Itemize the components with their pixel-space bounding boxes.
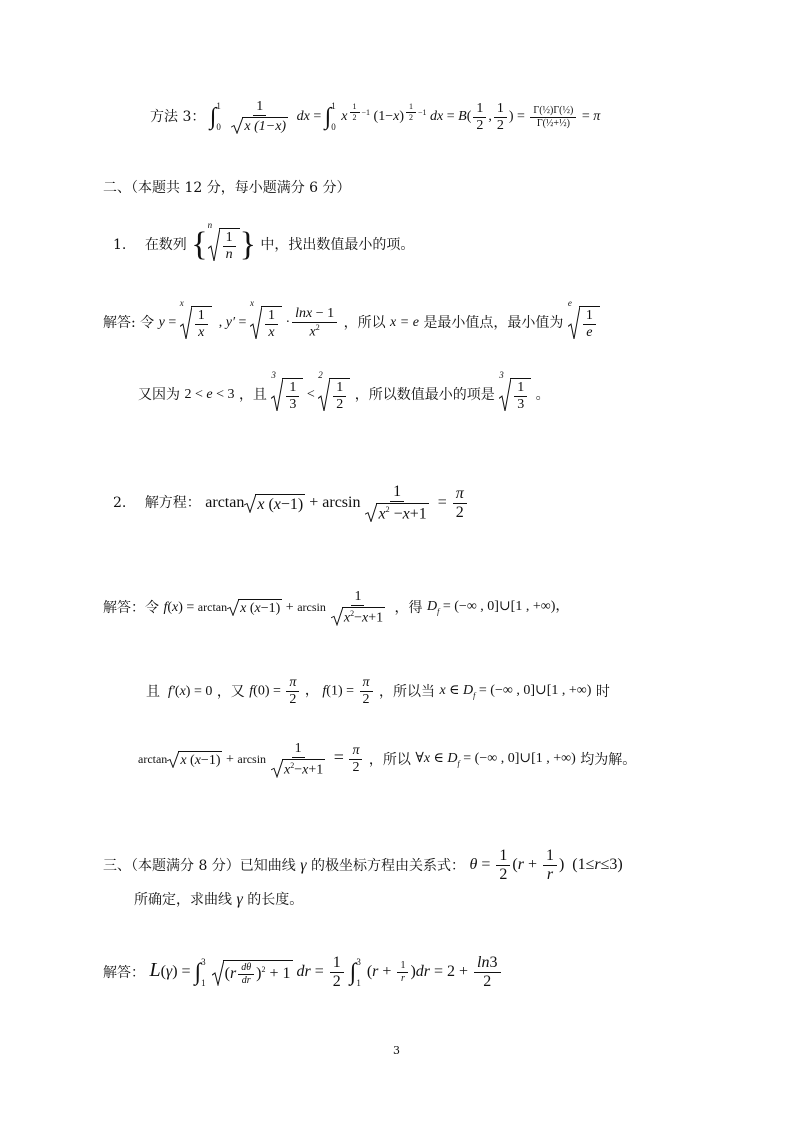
q2-f-def: f(x) = arctan x (x−1) + arcsin $\frac{1}{x^2-x+1}$	[163, 589, 384, 626]
q1-answer2-end: 。	[535, 387, 550, 403]
section3-heading-mid: 的极坐标方程由关系式：	[311, 857, 466, 874]
q2-line2-so: ，所以当	[379, 683, 435, 700]
q1-answer-line2	[138, 370, 550, 412]
section3-line2-a: 所确定，求曲线	[134, 892, 232, 908]
q2-answer-line2	[146, 676, 610, 707]
q1-x-eq-e: x = e	[390, 315, 419, 330]
q2-line3-so: ，所以	[368, 751, 411, 768]
section2-heading: 二、（本题共 12 分，每小题满分 6 分）	[103, 180, 351, 196]
q2-domain2: x ∈ $D_f$ = (−∞ , 0]∪[1 , +∞)	[439, 682, 592, 700]
page-number: 3	[393, 1044, 400, 1057]
q2-line3-end: 均为解。	[580, 751, 637, 768]
section3-line2-b: 的长度。	[247, 892, 304, 908]
q1-compare: 3 $\frac{1}{3}$ < 2 $\frac{1}{2}$	[271, 378, 350, 412]
q1-number: 1.	[113, 237, 127, 253]
method3-line	[150, 100, 600, 134]
q1-answer-label: 解答: 令	[103, 315, 155, 331]
q2-line2-and: 且	[146, 683, 160, 700]
gamma-symbol: γ	[300, 856, 307, 874]
q2-line2-also: ，又	[216, 683, 245, 700]
q2-answer-get: ，得	[394, 599, 423, 616]
arc-length-formula: L(γ) = ∫ 3 1 (r $\frac{d\theta}{dr}$ )$^2$ + 1 dr = $\frac{1}{2}$ ∫ 3 1 (r + $\frac{1}{r}$ )dr = 2 + $\frac{\ln 3}{2}$	[149, 955, 502, 990]
q1-answer-line1	[103, 298, 600, 340]
q1-sequence: { n $\frac{1}{n}$ }	[191, 220, 256, 263]
q1-answer2-prefix: 又因为	[138, 387, 180, 403]
q1-answer2-so: ，所以数值最小的项是	[354, 387, 495, 403]
section3-answer	[103, 955, 503, 990]
method3-result: π	[593, 109, 601, 125]
q2-fprime: f′(x) = 0	[167, 683, 213, 699]
q2-answer-line3	[138, 742, 636, 778]
q1-answer-formula: y = x $\frac{1}{x}$ , y′ = x $\frac{1}{x}$ · $\frac{\ln x - 1}{x^2}$	[159, 306, 340, 340]
q1-text-before: 在数列	[144, 237, 187, 253]
q2-number: 2.	[113, 495, 127, 512]
q2-text: 解方程：	[144, 495, 201, 512]
section3-heading	[103, 848, 623, 883]
q1-min-value: e $\frac{1}{e}$	[568, 306, 600, 340]
section3-heading-text: 三、（本题满分 8 分）已知曲线	[103, 857, 296, 874]
method3-formula: ∫ 1 0 $\frac{1}{x (1-x)}$ dx = ∫ 1 0 x $^{\frac{1}{2} -1}$ (1−x) $^{\frac{1}{2} -1}$ dx = B( $\frac{1}{2}$ , $\frac{1}{2}$ ) = $\frac{\text{Γ(½)Γ(½)}}{\text{Γ(½+½)}}$ = π	[209, 99, 601, 134]
q2-line2-time: 时	[595, 683, 610, 700]
q2-answer-line1	[103, 590, 569, 626]
q1-answer-min: 是最小值点，最小值为	[423, 315, 564, 331]
q2-values: f(0) = $\frac{\pi}{2}$ ， f(1) = $\frac{\pi}{2}$	[249, 676, 374, 707]
q1-ineq: 2 < e < 3	[184, 387, 235, 402]
q1-min-term: 3 $\frac{1}{3}$	[499, 378, 531, 412]
q2-identity: arctan x (x−1) + arcsin $\frac{1}{x^2-x+1}$ = $\frac{\pi}{2}$	[138, 742, 364, 778]
q1-text-after: 中，找出数值最小的项。	[260, 237, 415, 253]
polar-equation: θ = $\frac{1}{2}$ (r + $\frac{1}{r}$ ) (1≤r≤3)	[469, 847, 623, 883]
q1-answer2-and: ，且	[238, 387, 267, 403]
method3-label: 方法 3：	[150, 109, 206, 125]
q2-equation: arctan x (x−1) + arcsin $\frac{1}{x^2 -x+1}$ = $\frac{\pi}{2}$	[205, 484, 469, 522]
q1-line	[113, 220, 415, 263]
q2-answer-label: 解答：令	[103, 599, 159, 616]
q2-line	[113, 484, 469, 522]
q2-forall: ∀x ∈ $D_f$ = (−∞ , 0]∪[1 , +∞)	[415, 750, 576, 768]
section3-answer-label: 解答：	[103, 964, 145, 981]
section3-line2	[134, 892, 303, 908]
q2-domain: $D_f$ = (−∞ , 0]∪[1 , +∞)，	[427, 598, 570, 616]
gamma-symbol-2: γ	[236, 891, 243, 908]
q1-answer-mid: ，所以	[343, 315, 386, 331]
